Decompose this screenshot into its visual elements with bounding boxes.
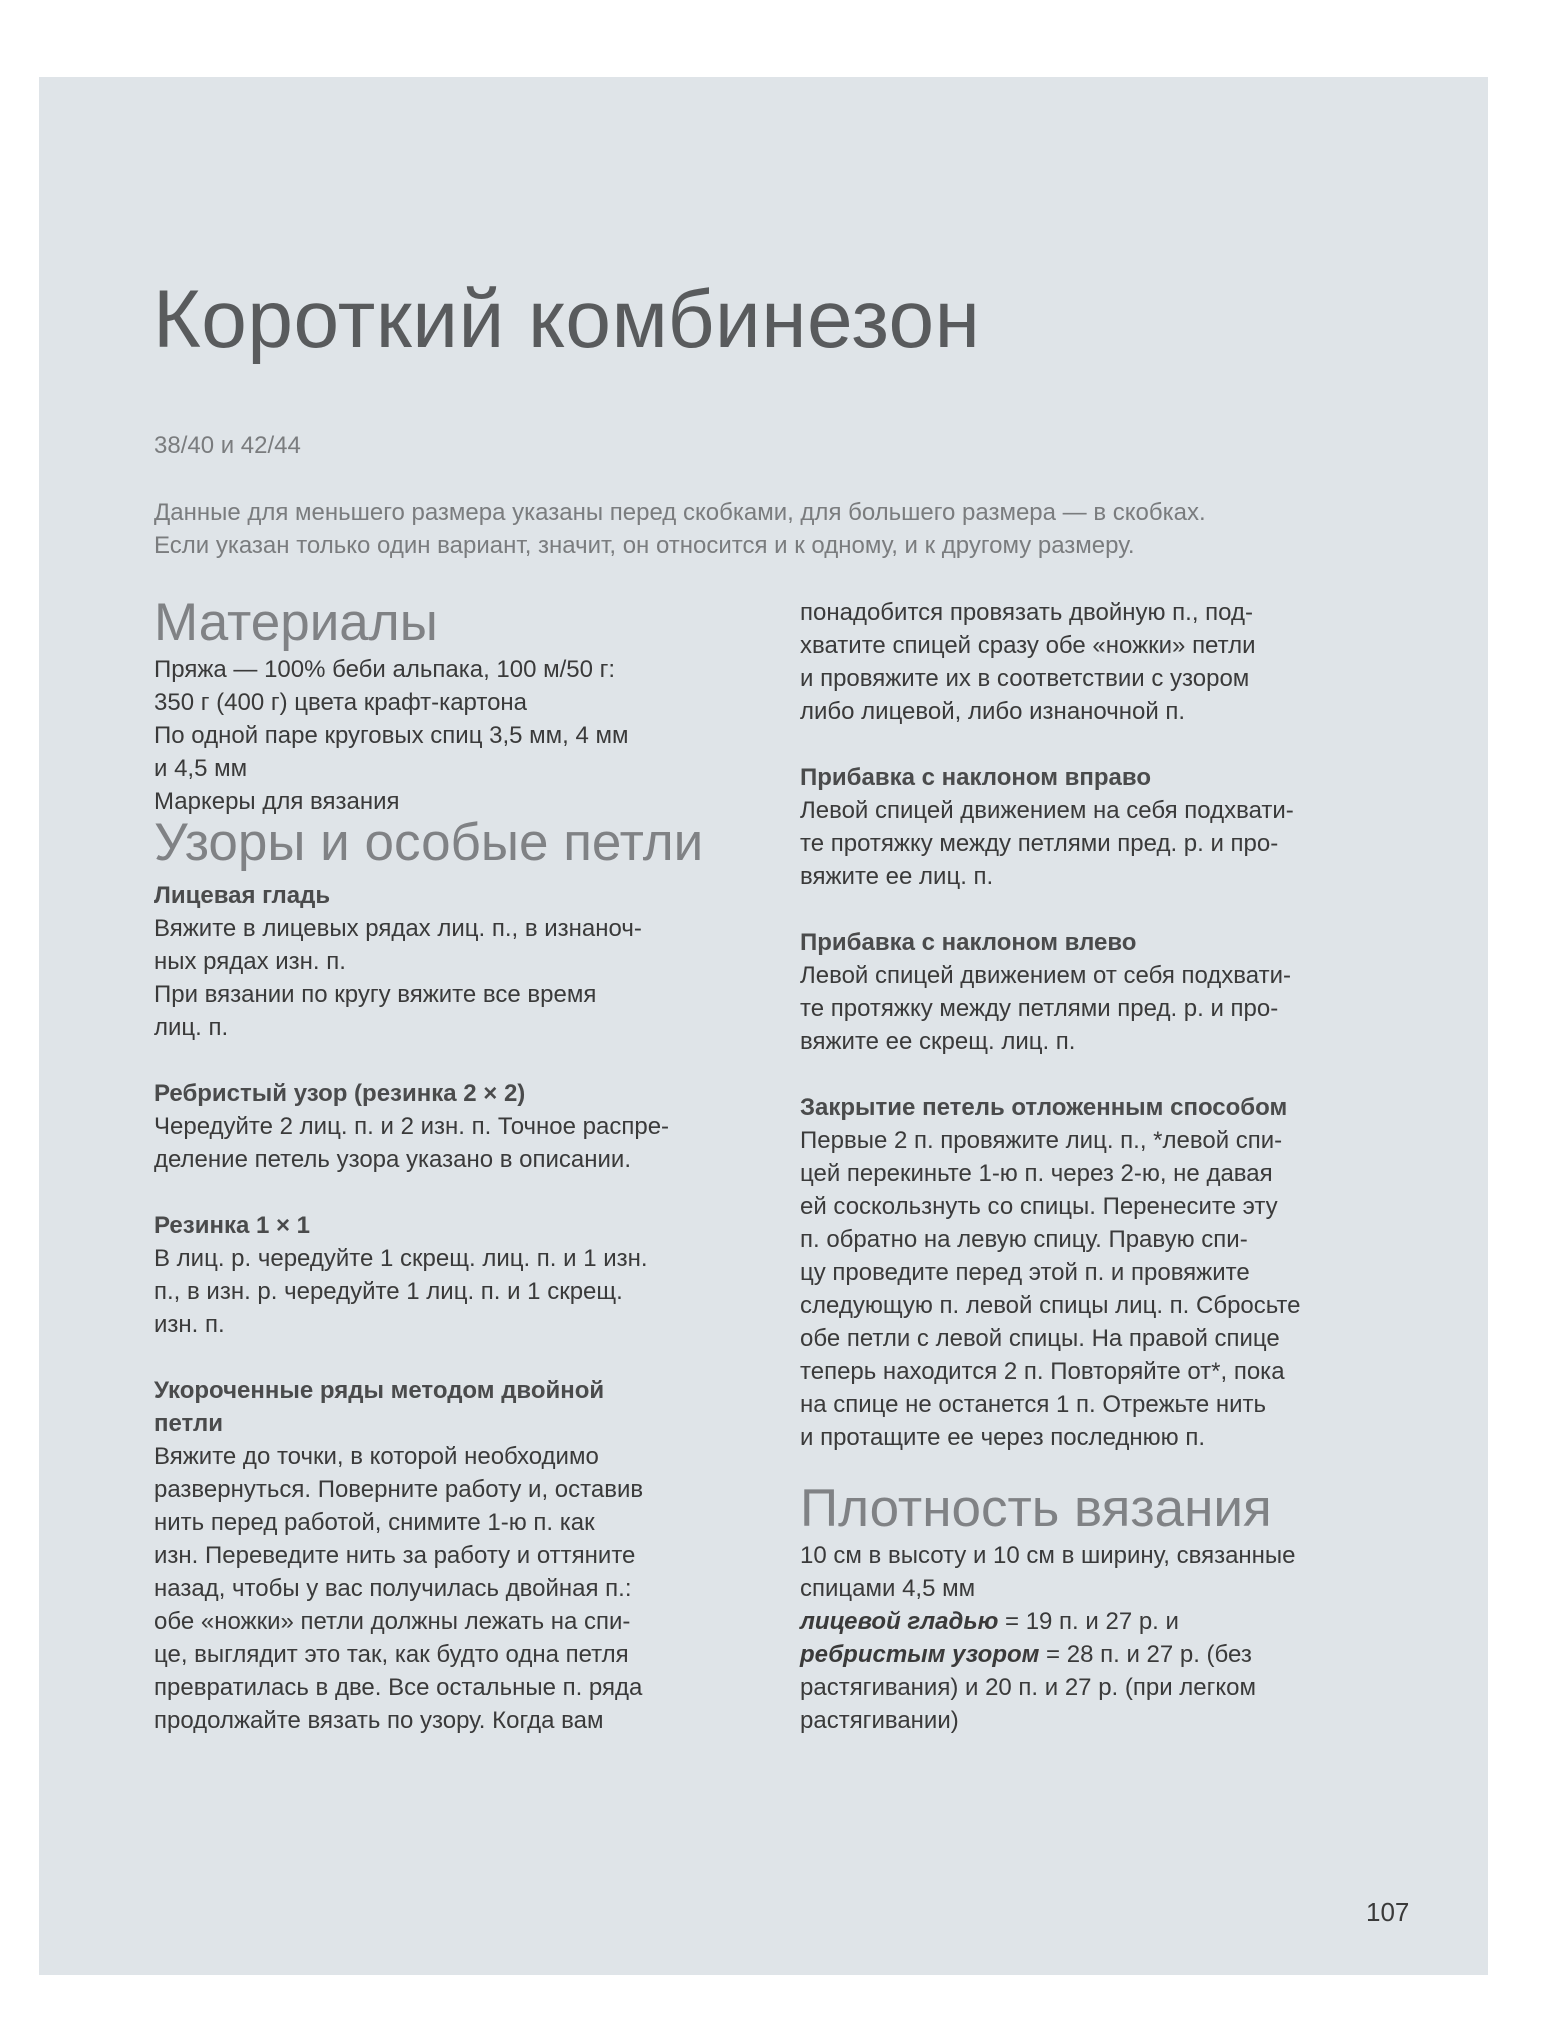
patterns-heading: Узоры и особые петли [154,813,704,872]
size-note [154,496,1374,562]
materials-line: Маркеры для вязания [154,788,400,815]
pattern-title: Резинка 1 × 1 [154,1212,311,1239]
pattern-text: п., в изн. р. чередуйте 1 лиц. п. и 1 скрещ. [154,1278,623,1305]
gauge-value: = 28 п. и 27 р. (без [1039,1641,1252,1668]
pattern-text: те протяжку между петлями пред. р. и про- [800,995,1279,1022]
materials-list [154,653,744,818]
pattern-bind-off [800,1091,1390,1454]
pattern-text: следующую п. левой спицы лиц. п. Сбросьте [800,1292,1301,1319]
materials-line: Пряжа — 100% беби альпака, 100 м/50 г: [154,656,616,683]
pattern-text: обе «ножки» петли должны лежать на спи- [154,1608,631,1635]
pattern-text: те протяжку между петлями пред. р. и про- [800,830,1279,857]
pattern-text: обе петли с левой спицы. На правой спице [800,1325,1280,1352]
materials-line: 350 г (400 г) цвета крафт-картона [154,689,528,716]
pattern-text: цей перекиньте 1-ю п. через 2-ю, не давая [800,1160,1273,1187]
size-note-line: Данные для меньшего размера указаны перед скобками, для большего размера — в скобках. [154,499,1206,526]
materials-heading: Материалы [154,593,438,652]
pattern-text: ей соскользнуть со спицы. Перенесите эту [800,1193,1278,1220]
pattern-text: и провяжите их в соответствии с узором [800,665,1250,692]
pattern-text: либо лицевой, либо изнаночной п. [800,698,1186,725]
gauge-rib [800,1638,1390,1671]
pattern-title: петли [154,1410,223,1437]
gauge-stockinette [800,1605,1390,1638]
pattern-increase-right [800,761,1390,893]
pattern-text: превратилась в две. Все остальные п. ряда [154,1674,643,1701]
pattern-increase-left [800,926,1390,1058]
pattern-text: нить перед работой, снимите 1-ю п. как [154,1509,595,1536]
size-note-line: Если указан только один вариант, значит, он относится и к одному, и к другому размеру. [154,532,1135,559]
pattern-text: на спице не останется 1 п. Отрежьте нить [800,1391,1267,1418]
page-title: Короткий комбинезон [153,274,981,365]
pattern-text: Чередуйте 2 лиц. п. и 2 изн. п. Точное распре- [154,1113,670,1140]
pattern-text: ных рядах изн. п. [154,948,346,975]
pattern-text: назад, чтобы у вас получилась двойная п.: [154,1575,632,1602]
pattern-rib [154,1077,744,1176]
pattern-text: це, выглядит это так, как будто одна петля [154,1641,629,1668]
pattern-title: Закрытие петель отложенным способом [800,1094,1288,1121]
short-rows-continuation [800,596,1390,728]
pattern-title: Ребристый узор (резинка 2 × 2) [154,1080,526,1107]
gauge-text: 10 см в высоту и 10 см в ширину, связанные [800,1542,1296,1569]
page-number: 107 [1366,1897,1410,1927]
gauge-value: = 19 п. и 27 р. и [998,1608,1179,1635]
pattern-stockinette [154,879,744,1044]
gauge-text: растягивании) [800,1707,959,1734]
pattern-text: Вяжите в лицевых рядах лиц. п., в изнаноч- [154,915,642,942]
pattern-text: п. обратно на левую спицу. Правую спи- [800,1226,1248,1253]
gauge-text: спицами 4,5 мм [800,1575,976,1602]
left-column [154,593,744,1737]
pattern-short-rows [154,1374,744,1737]
pattern-rib-1x1 [154,1209,744,1341]
pattern-text: В лиц. р. чередуйте 1 скрещ. лиц. п. и 1 изн. [154,1245,648,1272]
pattern-text: изн. п. [154,1311,225,1338]
materials-line: и 4,5 мм [154,755,248,782]
gauge-info [800,1539,1390,1737]
pattern-title: Прибавка с наклоном вправо [800,764,1151,791]
pattern-text: деление петель узора указано в описании. [154,1146,631,1173]
gauge-label: лицевой гладью [800,1608,999,1635]
pattern-title: Лицевая гладь [154,882,331,909]
gauge-label: ребристым узором [800,1641,1040,1668]
pattern-text: Вяжите до точки, в которой необходимо [154,1443,599,1470]
pattern-text: При вязании по кругу вяжите все время [154,981,597,1008]
pattern-text: развернуться. Поверните работу и, оставив [154,1476,644,1503]
pattern-text: и протащите ее через последнюю п. [800,1424,1206,1451]
pattern-text: изн. Переведите нить за работу и оттяните [154,1542,636,1569]
pattern-text: понадобится провязать двойную п., под- [800,599,1253,626]
gauge-text: растягивания) и 20 п. и 27 р. (при легком [800,1674,1257,1701]
pattern-text: Левой спицей движением от себя подхвати- [800,962,1291,989]
pattern-text: цу проведите перед этой п. и провяжите [800,1259,1250,1286]
pattern-text: Первые 2 п. провяжите лиц. п., *левой спи- [800,1127,1283,1154]
pattern-text: вяжите ее лиц. п. [800,863,994,890]
pattern-text: теперь находится 2 п. Повторяйте от*, пока [800,1358,1285,1385]
pattern-text: вяжите ее скрещ. лиц. п. [800,1028,1076,1055]
pattern-text: хватите спицей сразу обе «ножки» петли [800,632,1256,659]
size-range: 38/40 и 42/44 [154,432,301,459]
pattern-text: лиц. п. [154,1014,229,1041]
pattern-text: продолжайте вязать по узору. Когда вам [154,1707,604,1734]
gauge-heading: Плотность вязания [800,1479,1272,1538]
materials-line: По одной паре круговых спиц 3,5 мм, 4 мм [154,722,629,749]
pattern-text: Левой спицей движением на себя подхвати- [800,797,1294,824]
pattern-title: Укороченные ряды методом двойной [154,1377,605,1404]
pattern-title: Прибавка с наклоном влево [800,929,1137,956]
right-column [800,596,1390,1737]
